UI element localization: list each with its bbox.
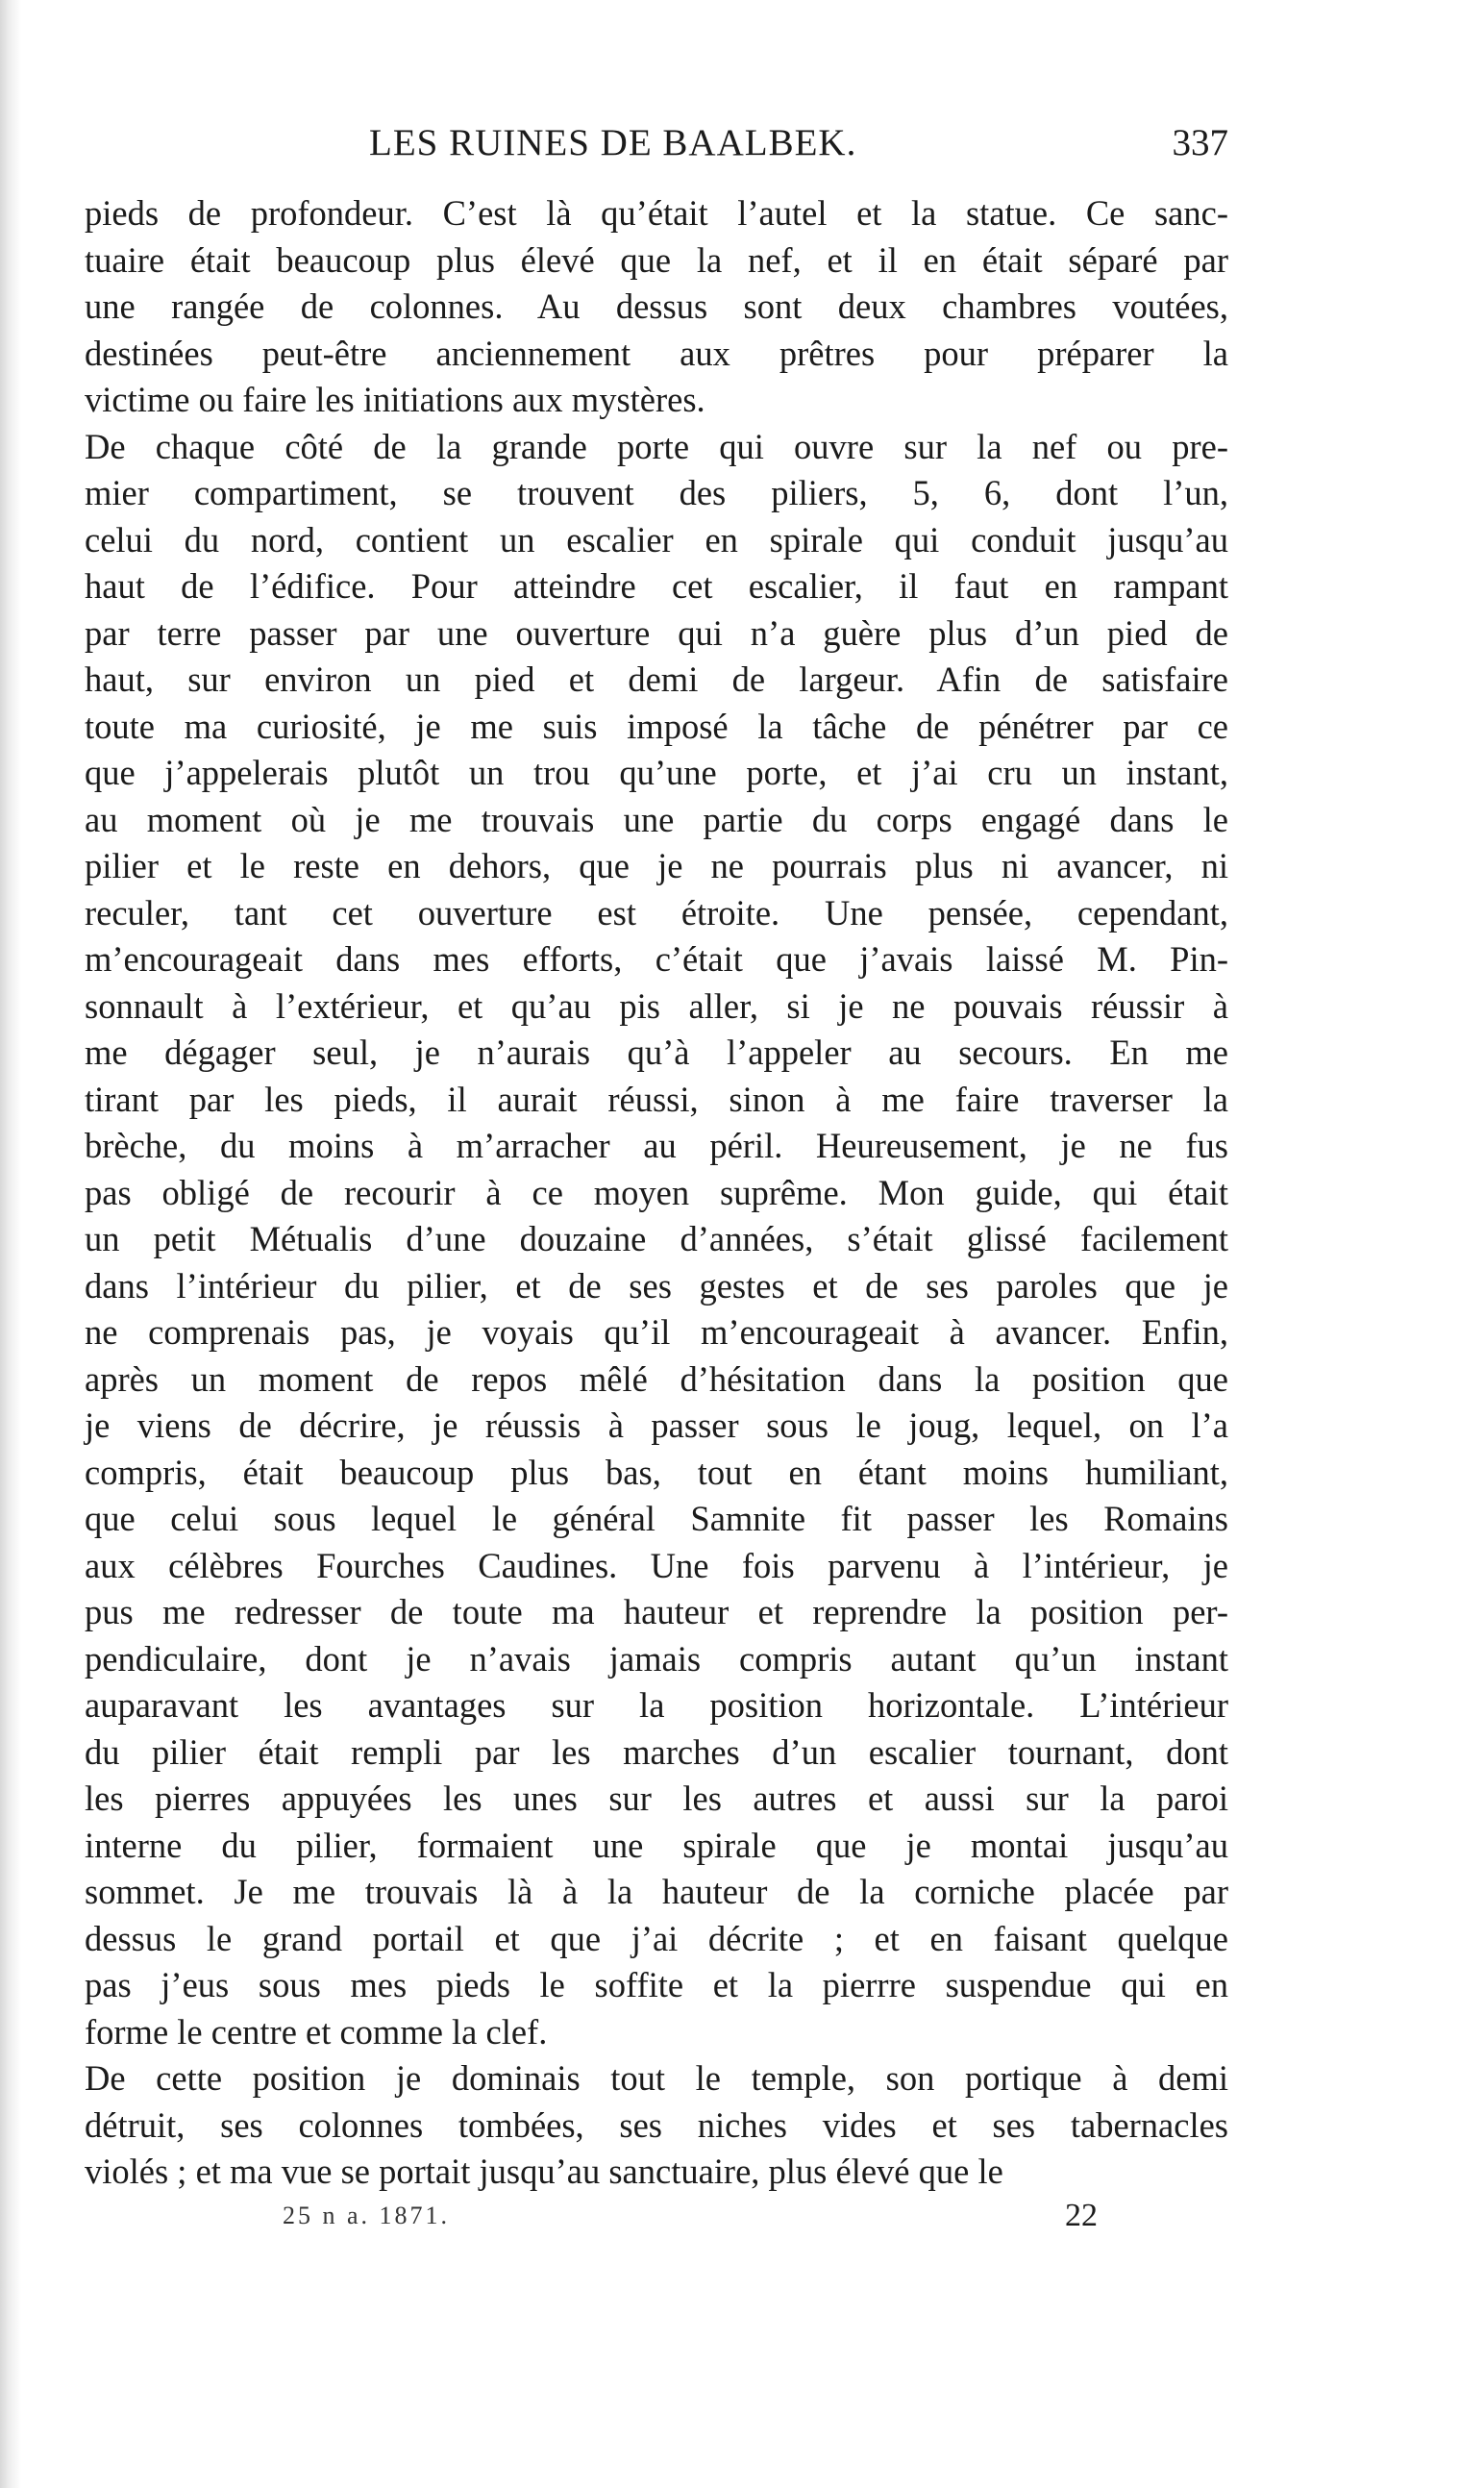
text-line: un petit Métualis d’une douzaine d’années, s’était glissé facilement (85, 1219, 1228, 1258)
text-line: reculer, tant cet ouverture est étroite. Une pensée, cependant, (85, 892, 1228, 933)
text-line: les pierres appuyées les unes sur les autres et aussi sur la paroi (85, 1779, 1228, 1818)
text-line: haut de l’édifice. Pour atteindre cet escalier, il faut en rampant (85, 566, 1228, 606)
paragraph (85, 424, 1228, 2056)
text-line: dans l’intérieur du pilier, et de ses gestes et de ses paroles que je (85, 1265, 1228, 1306)
text-line: pieds de profondeur. C’est là qu’était l’autel et la statue. Ce sanc- (85, 193, 1228, 233)
text-line: que celui sous lequel le général Samnite fit passer les Romains (85, 1499, 1228, 1538)
text-line: dessus le grand portail et que j’ai décrite ; et en faisant quelque (85, 1918, 1228, 1958)
text-line: du pilier était rempli par les marches d’un escalier tournant, dont (85, 1731, 1228, 1772)
text-line: haut, sur environ un pied et demi de largeur. Afin de satisfaire (85, 659, 1228, 699)
text-line: pus me redresser de toute ma hauteur et reprendre la position per- (85, 1592, 1228, 1631)
text-line: destinées peut-être anciennement aux prêtres pour préparer la (85, 333, 1228, 373)
text-line: aux célèbres Fourches Caudines. Une fois parvenu à l’intérieur, je (85, 1545, 1228, 1585)
text-line: forme le centre et comme la clef. (85, 2011, 548, 2052)
running-title: LES RUINES DE BAALBEK. (369, 122, 857, 163)
book-page (85, 113, 1228, 2240)
paragraph (85, 2055, 1228, 2196)
text-line: auparavant les avantages sur la position horizontale. L’intérieur (85, 1685, 1228, 1725)
text-line: toute ma curiosité, je me suis imposé la tâche de pénétrer par ce (85, 706, 1228, 746)
text-line: tuaire était beaucoup plus élevé que la nef, et il en était séparé par (85, 239, 1228, 280)
text-line: par terre passer par une ouverture qui n’a guère plus d’un pied de (85, 612, 1228, 653)
page-footer (85, 2197, 1228, 2240)
sheet-number: 22 (1065, 2197, 1098, 2233)
paragraph (85, 190, 1228, 424)
text-line: me dégager seul, je n’aurais qu’à l’appeler au secours. En me (85, 1033, 1228, 1072)
text-line: brèche, du moins à m’arracher au péril. Heureusement, je ne fus (85, 1126, 1228, 1165)
text-line: celui du nord, contient un escalier en spirale qui conduit jusqu’au (85, 519, 1228, 560)
page-header (85, 113, 1228, 171)
text-line: interne du pilier, formaient une spirale que je montai jusqu’au (85, 1825, 1228, 1865)
printer-signature: 25 n a. 1871. (283, 2201, 451, 2229)
page-number: 337 (1172, 122, 1228, 163)
text-line: tirant par les pieds, il aurait réussi, sinon à me faire traverser la (85, 1079, 1228, 1119)
text-line: que j’appelerais plutôt un trou qu’une porte, et j’ai cru un instant, (85, 753, 1228, 792)
text-line: De cette position je dominais tout le temple, son portique à demi (85, 2058, 1228, 2098)
text-line: pilier et le reste en dehors, que je ne pourrais plus ni avancer, ni (85, 846, 1228, 885)
text-line: De chaque côté de la grande porte qui ouvre sur la nef ou pre- (85, 426, 1228, 466)
text-line: m’encourageait dans mes efforts, c’était que j’avais laissé M. Pin- (85, 939, 1228, 979)
body-text (85, 190, 1228, 2196)
text-line: pendiculaire, dont je n’avais jamais compris autant qu’un instant (85, 1638, 1228, 1679)
text-line: je viens de décrire, je réussis à passer sous le joug, lequel, on l’a (85, 1406, 1228, 1445)
page-binding-edge (0, 0, 21, 2488)
text-line: une rangée de colonnes. Au dessus sont deux chambres voutées, (85, 286, 1228, 326)
text-line: sommet. Je me trouvais là à la hauteur de la corniche placée par (85, 1872, 1228, 1911)
text-line: mier compartiment, se trouvent des piliers, 5, 6, dont l’un, (85, 473, 1228, 512)
text-line: sonnault à l’extérieur, et qu’au pis aller, si je ne pouvais réussir à (85, 985, 1228, 1026)
text-line: violés ; et ma vue se portait jusqu’au sanctuaire, plus élevé que le (85, 2152, 1003, 2191)
text-line: détruit, ses colonnes tombées, ses niches vides et ses tabernacles (85, 2104, 1228, 2145)
text-line: au moment où je me trouvais une partie du corps engagé dans le (85, 799, 1228, 839)
text-line: après un moment de repos mêlé d’hésitation dans la position que (85, 1358, 1228, 1399)
text-line: pas obligé de recourir à ce moyen suprême. Mon guide, qui était (85, 1172, 1228, 1212)
text-line: ne comprenais pas, je voyais qu’il m’encourageait à avancer. Enfin, (85, 1312, 1228, 1352)
text-line: pas j’eus sous mes pieds le soffite et la pierrre suspendue qui en (85, 1965, 1228, 2004)
text-line: victime ou faire les initiations aux mystères. (85, 380, 705, 419)
text-line: compris, était beaucoup plus bas, tout en étant moins humiliant, (85, 1452, 1228, 1492)
